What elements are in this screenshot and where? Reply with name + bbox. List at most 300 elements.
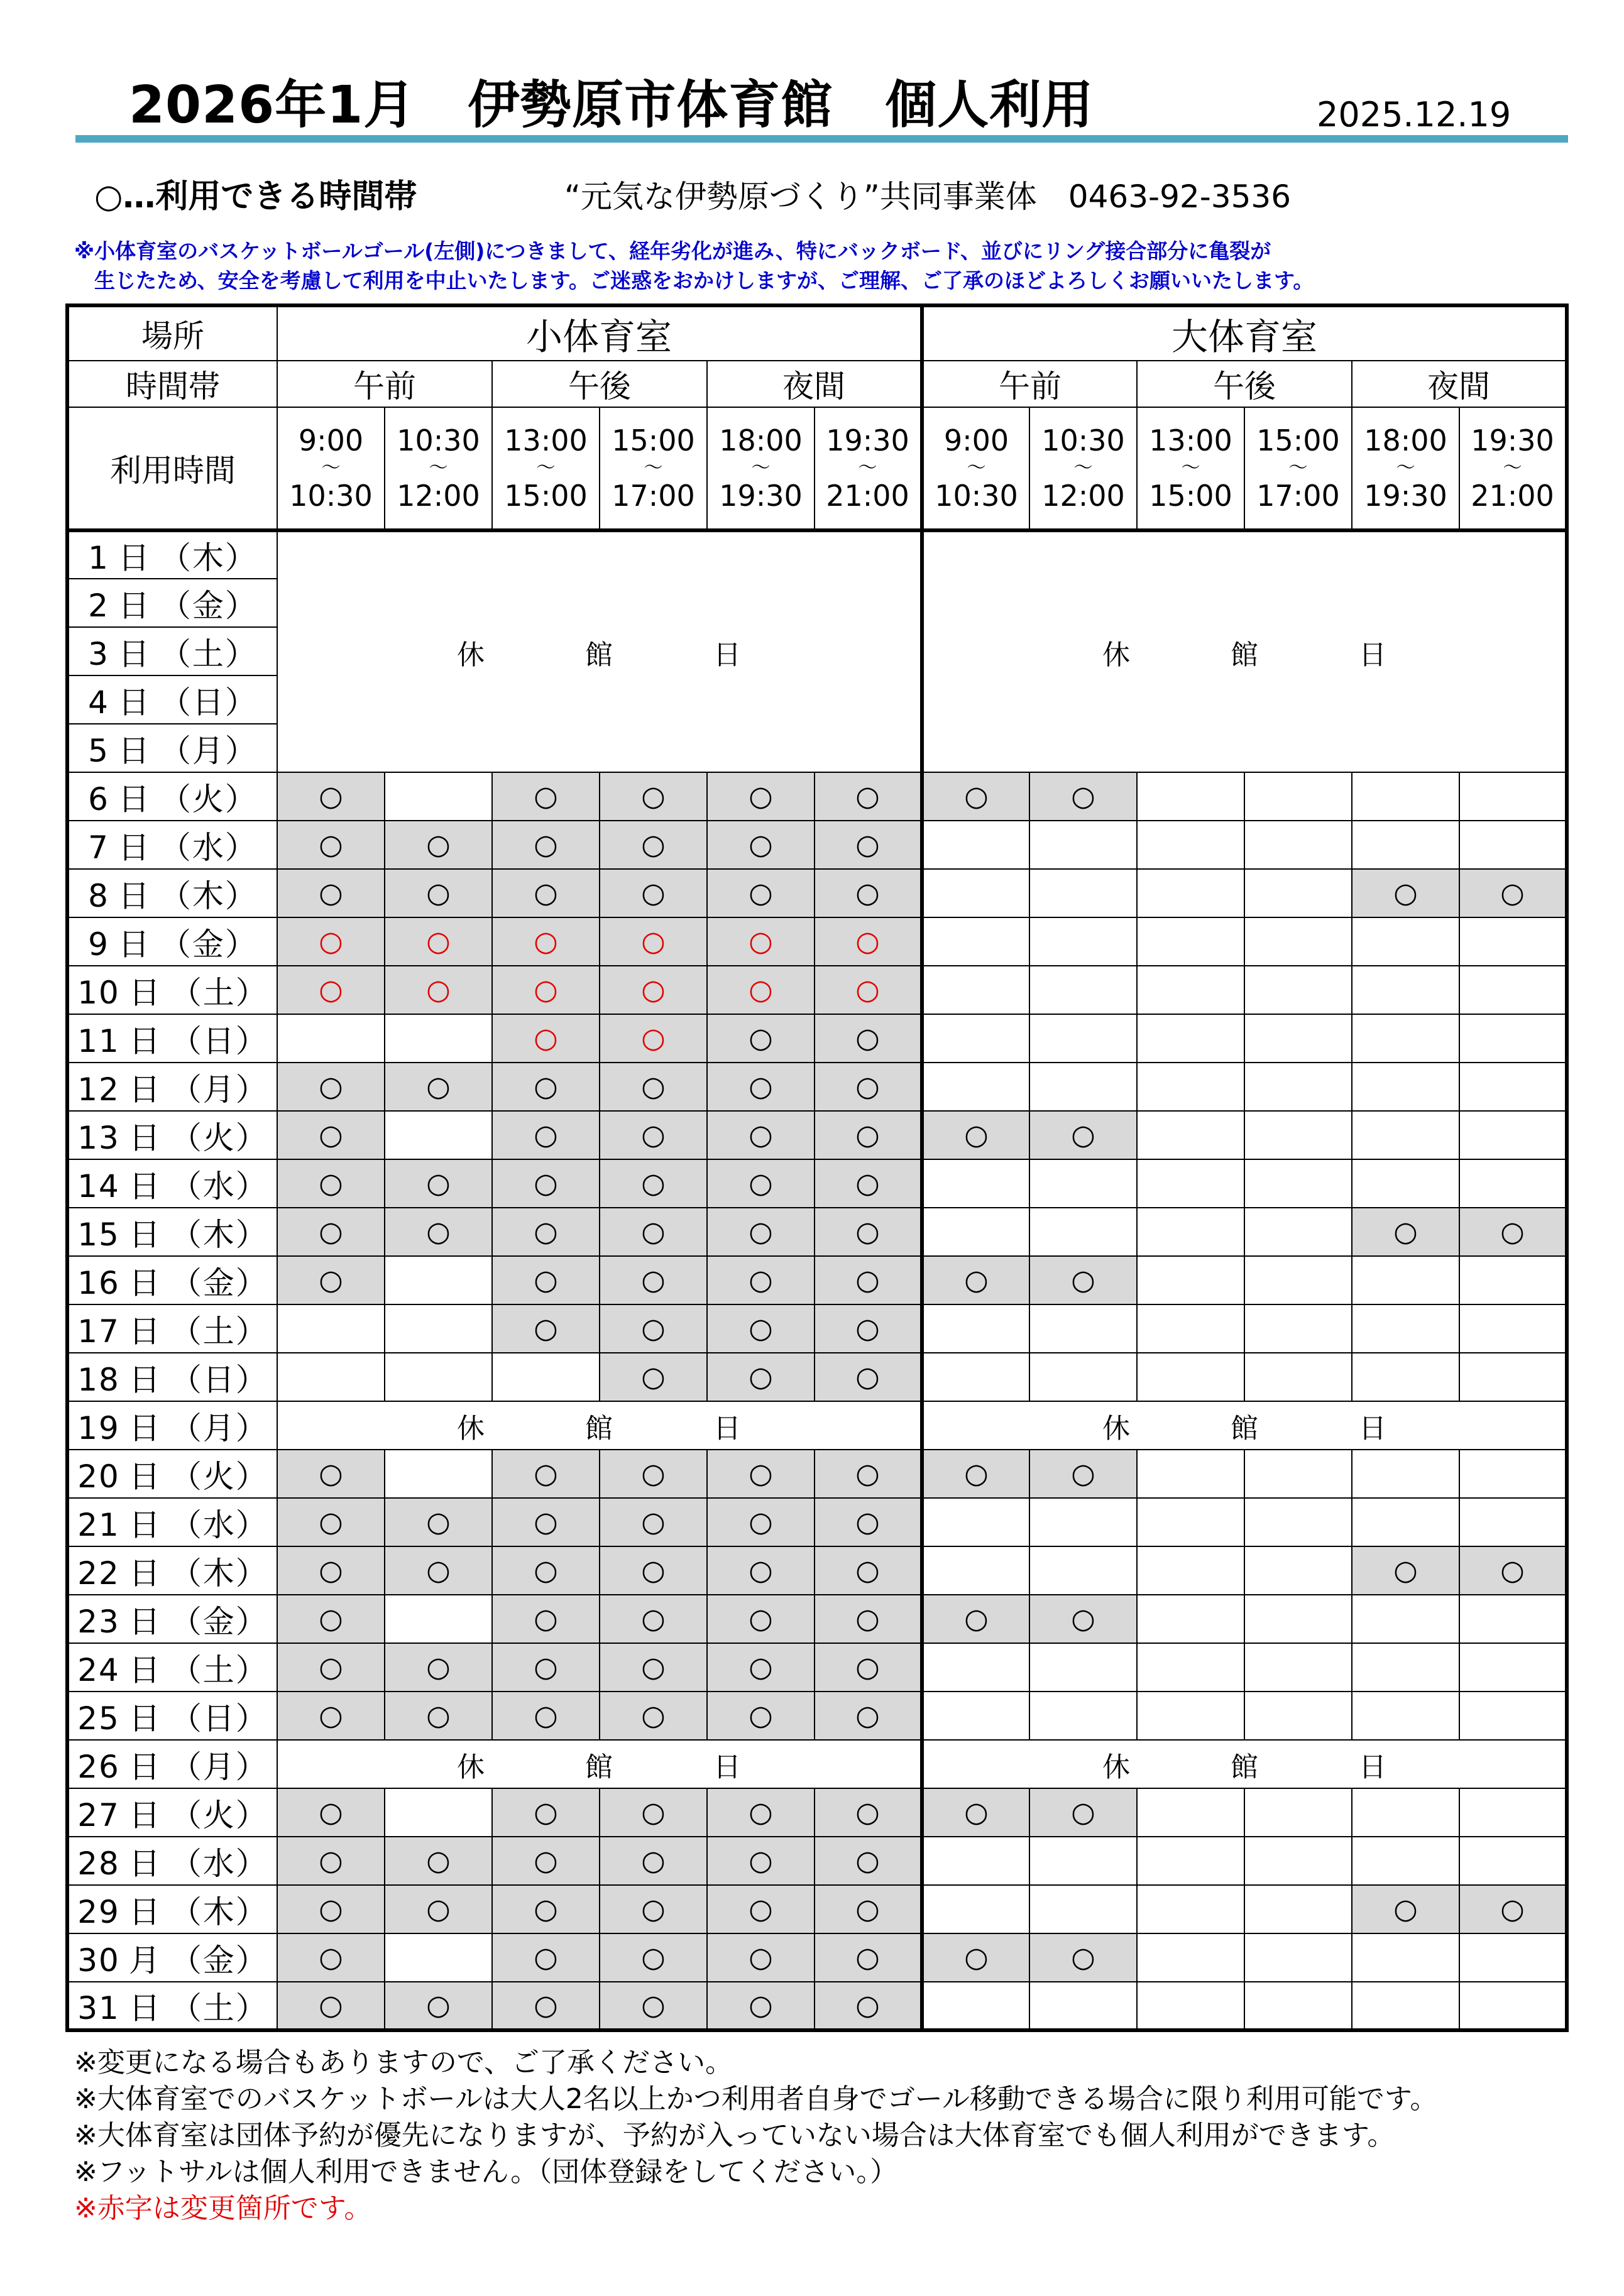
- slot-cell-small-4: [600, 1208, 707, 1256]
- day-day: 10: [77, 974, 120, 1011]
- day-weekday: （金）: [170, 1264, 268, 1301]
- available-mark: ○: [855, 1506, 880, 1538]
- header-period: 時間帯: [67, 361, 277, 407]
- slot-cell-small-2: [385, 1111, 492, 1159]
- slot-cell-large-2: [1029, 1595, 1137, 1643]
- day-day: 14: [77, 1167, 120, 1205]
- slot-cell-large-5: [1352, 1692, 1459, 1740]
- available-mark: ○: [426, 1989, 451, 2021]
- slot-cell-small-1: [277, 1933, 385, 1982]
- available-mark: ○: [749, 1651, 773, 1683]
- day-weekday: （土）: [170, 1989, 268, 2026]
- day-weekday: （土）: [170, 974, 268, 1011]
- day-unit: 日: [128, 1845, 162, 1882]
- slot-cell-large-1: [922, 1450, 1029, 1498]
- day-weekday: （木）: [159, 877, 258, 914]
- day-weekday: （月）: [170, 1409, 268, 1446]
- tilde-mark: 〜: [858, 457, 877, 479]
- slot-cell-large-2: [1029, 1933, 1137, 1982]
- day-unit: 日: [128, 1216, 162, 1253]
- day-weekday: （木）: [159, 539, 258, 576]
- available-mark: ○: [641, 1071, 666, 1103]
- slot-cell-large-4: [1244, 1933, 1352, 1982]
- closed-small-gym: 休館日: [277, 1740, 922, 1788]
- available-mark: ○: [749, 1313, 773, 1345]
- footer-note-1: ※変更になる場合もありますので、ご了承ください。: [74, 2047, 733, 2079]
- table-row: [67, 1014, 1567, 1063]
- slot-cell-small-6: [815, 1208, 922, 1256]
- day-weekday: （日）: [170, 1361, 268, 1398]
- day-unit: 日: [128, 974, 162, 1011]
- available-mark: ○: [749, 1119, 773, 1151]
- day-label: [67, 1256, 277, 1304]
- day-unit: 日: [128, 1119, 162, 1156]
- slot-cell-large-5: [1352, 1159, 1459, 1208]
- slot-cell-large-4: [1244, 821, 1352, 869]
- slot-cell-large-2: [1029, 772, 1137, 821]
- header-place: 場所: [67, 305, 277, 361]
- slot-cell-small-2: [385, 1256, 492, 1304]
- period-large-evening: 夜間: [1352, 361, 1567, 407]
- available-mark: ○: [855, 1216, 880, 1248]
- slot-cell-large-5: [1352, 917, 1459, 966]
- time-slot-small-6: [815, 407, 922, 530]
- day-label: [67, 1014, 277, 1063]
- slot-cell-large-1: [922, 869, 1029, 917]
- slot-cell-large-2: [1029, 869, 1137, 917]
- day-day: 15: [77, 1216, 120, 1253]
- slot-cell-small-5: [707, 821, 815, 869]
- slot-cell-large-2: [1029, 1304, 1137, 1353]
- footer-note-2: ※大体育室でのバスケットボールは大人2名以上かつ利用者自身でゴール移動できる場合に限り利用可能です。: [74, 2083, 1438, 2115]
- slot-cell-large-5: [1352, 1450, 1459, 1498]
- day-day: 29: [77, 1893, 120, 1930]
- day-weekday: （月）: [159, 732, 258, 769]
- day-unit: 日: [128, 1893, 162, 1930]
- slot-cell-small-3: [492, 917, 600, 966]
- slot-cell-small-4: [600, 1304, 707, 1353]
- slot-cell-large-2: [1029, 1063, 1137, 1111]
- slot-end: 15:00: [504, 479, 588, 513]
- slot-cell-large-6: [1459, 1111, 1567, 1159]
- slot-cell-small-6: [815, 1256, 922, 1304]
- day-weekday: （木）: [170, 1555, 268, 1592]
- slot-cell-large-1: [922, 966, 1029, 1014]
- slot-cell-large-3: [1137, 1304, 1244, 1353]
- day-weekday: （金）: [159, 926, 258, 963]
- day-weekday: （火）: [170, 1458, 268, 1495]
- available-mark: ○: [534, 829, 558, 861]
- table-row: [67, 772, 1567, 821]
- slot-cell-large-2: [1029, 1256, 1137, 1304]
- day-label: [67, 627, 277, 675]
- slot-cell-small-5: [707, 1353, 815, 1401]
- day-weekday: （土）: [170, 1651, 268, 1688]
- available-mark: ○: [319, 1700, 343, 1732]
- slot-cell-small-6: [815, 869, 922, 917]
- slot-cell-large-1: [922, 1304, 1029, 1353]
- day-day: 22: [77, 1555, 120, 1592]
- slot-cell-small-4: [600, 1885, 707, 1933]
- slot-cell-small-2: [385, 1788, 492, 1837]
- slot-cell-small-4: [600, 1256, 707, 1304]
- day-unit: 日: [128, 1022, 162, 1059]
- slot-cell-small-4: [600, 772, 707, 821]
- closed-large-gym: 休館日: [922, 1401, 1567, 1450]
- available-mark: ○: [534, 1022, 558, 1054]
- slot-cell-large-4: [1244, 1885, 1352, 1933]
- slot-cell-large-4: [1244, 1837, 1352, 1885]
- slot-cell-large-6: [1459, 1304, 1567, 1353]
- table-row: [67, 1546, 1567, 1595]
- slot-cell-large-3: [1137, 917, 1244, 966]
- available-mark: ○: [1500, 1555, 1525, 1587]
- available-mark: ○: [319, 1119, 343, 1151]
- slot-cell-large-5: [1352, 821, 1459, 869]
- slot-cell-small-3: [492, 869, 600, 917]
- slot-end: 12:00: [1041, 479, 1125, 513]
- day-weekday: （水）: [170, 1167, 268, 1205]
- slot-cell-small-5: [707, 869, 815, 917]
- available-mark: ○: [749, 1071, 773, 1103]
- footer-note-4: ※フットサルは個人利用できません。（団体登録をしてください。）: [74, 2156, 898, 2188]
- available-mark: ○: [319, 1989, 343, 2021]
- available-mark: ○: [1071, 1942, 1095, 1974]
- slot-cell-small-5: [707, 1111, 815, 1159]
- available-mark: ○: [319, 1167, 343, 1200]
- slot-cell-small-5: [707, 1643, 815, 1692]
- day-weekday: （火）: [159, 780, 258, 817]
- slot-cell-small-1: [277, 1837, 385, 1885]
- available-mark: ○: [319, 877, 343, 909]
- day-weekday: （日）: [159, 684, 258, 721]
- available-mark: ○: [855, 1361, 880, 1393]
- slot-end: 21:00: [1471, 479, 1554, 513]
- slot-start: 15:00: [612, 424, 695, 457]
- slot-cell-large-6: [1459, 772, 1567, 821]
- slot-cell-large-5: [1352, 1208, 1459, 1256]
- day-unit: 日: [128, 1989, 162, 2026]
- slot-cell-large-3: [1137, 1014, 1244, 1063]
- available-mark: ○: [855, 1700, 880, 1732]
- slot-cell-large-3: [1137, 1788, 1244, 1837]
- slot-cell-large-2: [1029, 1450, 1137, 1498]
- day-label: [67, 1788, 277, 1837]
- available-mark: ○: [964, 1942, 989, 1974]
- slot-cell-small-3: [492, 1643, 600, 1692]
- time-slot-small-5: [707, 407, 815, 530]
- day-unit: 日: [128, 1409, 162, 1446]
- day-label: [67, 1208, 277, 1256]
- slot-cell-large-1: [922, 1692, 1029, 1740]
- slot-cell-large-4: [1244, 1256, 1352, 1304]
- table-row: [67, 917, 1567, 966]
- slot-cell-large-5: [1352, 1788, 1459, 1837]
- slot-cell-small-1: [277, 821, 385, 869]
- slot-cell-small-2: [385, 1208, 492, 1256]
- available-mark: ○: [641, 1022, 666, 1054]
- table-row: [67, 1256, 1567, 1304]
- available-mark: ○: [641, 1796, 666, 1829]
- slot-cell-large-2: [1029, 1982, 1137, 2030]
- slot-cell-small-3: [492, 1982, 600, 2030]
- slot-cell-small-2: [385, 772, 492, 821]
- slot-cell-small-4: [600, 869, 707, 917]
- day-unit: 日: [118, 829, 151, 866]
- slot-cell-small-3: [492, 1837, 600, 1885]
- available-mark: ○: [426, 1506, 451, 1538]
- closed-small-gym: 休館日: [277, 530, 922, 772]
- slot-cell-small-6: [815, 1353, 922, 1401]
- slot-end: 21:00: [826, 479, 909, 513]
- day-unit: 日: [128, 1313, 162, 1350]
- slot-cell-large-2: [1029, 1159, 1137, 1208]
- slot-cell-large-3: [1137, 1933, 1244, 1982]
- available-mark: ○: [641, 1555, 666, 1587]
- available-mark: ○: [534, 926, 558, 958]
- slot-end: 10:30: [289, 479, 373, 513]
- period-small-morning: 午前: [277, 361, 492, 407]
- slot-cell-small-5: [707, 1982, 815, 2030]
- available-mark: ○: [749, 1700, 773, 1732]
- available-mark: ○: [855, 877, 880, 909]
- slot-cell-large-4: [1244, 1788, 1352, 1837]
- slot-cell-large-6: [1459, 1546, 1567, 1595]
- available-mark: ○: [855, 1022, 880, 1054]
- available-mark: ○: [534, 1506, 558, 1538]
- slot-cell-large-4: [1244, 1063, 1352, 1111]
- available-mark: ○: [641, 1651, 666, 1683]
- available-mark: ○: [426, 1555, 451, 1587]
- day-unit: 日: [128, 1167, 162, 1205]
- closed-large-gym: 休館日: [922, 1740, 1567, 1788]
- slot-cell-small-2: [385, 1353, 492, 1401]
- available-mark: ○: [855, 1603, 880, 1635]
- slot-cell-small-6: [815, 1063, 922, 1111]
- slot-cell-large-3: [1137, 1353, 1244, 1401]
- time-slot-large-5: [1352, 407, 1459, 530]
- available-mark: ○: [534, 1167, 558, 1200]
- slot-cell-large-6: [1459, 1256, 1567, 1304]
- slot-cell-small-5: [707, 1208, 815, 1256]
- page-title: 2026年1月 伊勢原市体育館 個人利用: [129, 75, 1094, 135]
- slot-cell-small-6: [815, 1014, 922, 1063]
- legend: ○…利用できる時間帯: [94, 178, 417, 216]
- schedule-table: [65, 303, 1569, 2032]
- slot-cell-small-5: [707, 1256, 815, 1304]
- slot-cell-large-1: [922, 1111, 1029, 1159]
- slot-cell-large-1: [922, 917, 1029, 966]
- organizer-contact: “元気な伊勢原づくり”共同事業体 0463-92-3536: [564, 178, 1292, 215]
- available-mark: ○: [964, 1458, 989, 1490]
- slot-cell-small-5: [707, 917, 815, 966]
- available-mark: ○: [1071, 1264, 1095, 1296]
- closed-large-gym: 休館日: [922, 530, 1567, 772]
- slot-cell-small-3: [492, 1692, 600, 1740]
- notice-line-1: ※小体育室のバスケットボールゴール(左側)につきまして、経年劣化が進み、特にバックボード、並びにリング接合部分に亀裂が: [74, 239, 1271, 263]
- slot-start: 18:00: [719, 424, 803, 457]
- slot-cell-large-5: [1352, 1885, 1459, 1933]
- slot-cell-small-2: [385, 1063, 492, 1111]
- day-day: 1: [88, 539, 109, 576]
- table-row: [67, 1304, 1567, 1353]
- available-mark: ○: [534, 1942, 558, 1974]
- day-unit: 日: [128, 1651, 162, 1688]
- day-unit: 日: [118, 635, 151, 672]
- day-weekday: （月）: [170, 1748, 268, 1785]
- slot-cell-small-1: [277, 869, 385, 917]
- available-mark: ○: [641, 1989, 666, 2021]
- slot-cell-large-4: [1244, 869, 1352, 917]
- available-mark: ○: [749, 877, 773, 909]
- day-label: [67, 1304, 277, 1353]
- slot-cell-large-6: [1459, 1063, 1567, 1111]
- slot-cell-large-4: [1244, 1014, 1352, 1063]
- slot-cell-small-1: [277, 1111, 385, 1159]
- available-mark: ○: [749, 1216, 773, 1248]
- available-mark: ○: [641, 780, 666, 812]
- day-day: 8: [88, 877, 109, 914]
- slot-cell-small-6: [815, 1885, 922, 1933]
- slot-cell-small-3: [492, 1546, 600, 1595]
- slot-cell-large-1: [922, 1159, 1029, 1208]
- slot-cell-small-5: [707, 1933, 815, 1982]
- available-mark: ○: [855, 1313, 880, 1345]
- day-day: 19: [77, 1409, 120, 1446]
- available-mark: ○: [534, 1119, 558, 1151]
- slot-cell-small-6: [815, 1159, 922, 1208]
- day-unit: 日: [128, 1603, 162, 1640]
- slot-cell-large-1: [922, 1014, 1029, 1063]
- slot-cell-small-5: [707, 1788, 815, 1837]
- day-day: 27: [77, 1796, 120, 1834]
- slot-cell-large-3: [1137, 1450, 1244, 1498]
- slot-cell-large-2: [1029, 1014, 1137, 1063]
- available-mark: ○: [749, 1555, 773, 1587]
- day-unit: 日: [118, 926, 151, 963]
- slot-cell-small-3: [492, 1063, 600, 1111]
- slot-cell-small-4: [600, 1063, 707, 1111]
- slot-cell-small-1: [277, 1982, 385, 2030]
- slot-cell-small-2: [385, 1692, 492, 1740]
- available-mark: ○: [641, 1893, 666, 1925]
- slot-cell-large-4: [1244, 1353, 1352, 1401]
- slot-cell-small-3: [492, 1353, 600, 1401]
- slot-cell-small-2: [385, 1837, 492, 1885]
- slot-cell-small-1: [277, 1159, 385, 1208]
- slot-cell-small-6: [815, 966, 922, 1014]
- slot-cell-large-1: [922, 1885, 1029, 1933]
- day-weekday: （木）: [170, 1893, 268, 1930]
- available-mark: ○: [641, 1119, 666, 1151]
- slot-start: 18:00: [1364, 424, 1447, 457]
- slot-cell-small-1: [277, 1304, 385, 1353]
- slot-cell-large-3: [1137, 1837, 1244, 1885]
- available-mark: ○: [749, 1022, 773, 1054]
- footer-note-3: ※大体育室は団体予約が優先になりますが、予約が入っていない場合は大体育室でも個人利用ができます。: [74, 2119, 1395, 2151]
- available-mark: ○: [749, 829, 773, 861]
- day-label: [67, 1063, 277, 1111]
- slot-end: 19:30: [1364, 479, 1447, 513]
- slot-cell-large-6: [1459, 1982, 1567, 2030]
- slot-cell-large-5: [1352, 1498, 1459, 1546]
- slot-cell-small-3: [492, 1885, 600, 1933]
- available-mark: ○: [641, 1942, 666, 1974]
- time-slot-large-2: [1029, 407, 1137, 530]
- slot-cell-large-4: [1244, 1304, 1352, 1353]
- available-mark: ○: [749, 974, 773, 1006]
- day-day: 13: [77, 1119, 120, 1156]
- day-label: [67, 1692, 277, 1740]
- available-mark: ○: [1500, 1216, 1525, 1248]
- available-mark: ○: [534, 780, 558, 812]
- slot-cell-large-2: [1029, 1788, 1137, 1837]
- slot-cell-large-4: [1244, 1159, 1352, 1208]
- day-unit: 日: [118, 877, 151, 914]
- time-slot-small-1: [277, 407, 385, 530]
- available-mark: ○: [426, 1893, 451, 1925]
- available-mark: ○: [855, 1989, 880, 2021]
- available-mark: ○: [319, 1216, 343, 1248]
- slot-cell-small-4: [600, 1933, 707, 1982]
- day-day: 3: [88, 635, 109, 672]
- slot-cell-small-3: [492, 1933, 600, 1982]
- table-row: [67, 1353, 1567, 1401]
- day-unit: 日: [118, 587, 151, 624]
- slot-cell-small-6: [815, 1111, 922, 1159]
- room-small-gym: 小体育室: [277, 305, 922, 361]
- available-mark: ○: [534, 1845, 558, 1877]
- day-unit: 月: [128, 1942, 162, 1979]
- day-label: [67, 1595, 277, 1643]
- available-mark: ○: [319, 1264, 343, 1296]
- day-weekday: （日）: [170, 1700, 268, 1737]
- period-large-morning: 午前: [922, 361, 1137, 407]
- available-mark: ○: [641, 829, 666, 861]
- available-mark: ○: [319, 1506, 343, 1538]
- available-mark: ○: [319, 1893, 343, 1925]
- slot-cell-large-2: [1029, 966, 1137, 1014]
- slot-cell-large-5: [1352, 869, 1459, 917]
- slot-cell-small-4: [600, 1643, 707, 1692]
- slot-cell-small-3: [492, 1450, 600, 1498]
- tilde-mark: 〜: [644, 457, 663, 479]
- slot-cell-small-4: [600, 1982, 707, 2030]
- day-day: 31: [77, 1989, 120, 2026]
- available-mark: ○: [855, 974, 880, 1006]
- slot-cell-small-4: [600, 1450, 707, 1498]
- slot-cell-small-5: [707, 772, 815, 821]
- slot-cell-small-1: [277, 1498, 385, 1546]
- slot-end: 17:00: [1256, 479, 1340, 513]
- day-day: 28: [77, 1845, 120, 1882]
- day-unit: 日: [118, 539, 151, 576]
- slot-cell-large-4: [1244, 1450, 1352, 1498]
- notice-line-2: 生じたため、安全を考慮して利用を中止いたします。ご迷惑をおかけしますが、ご理解、ご了承のほどよろしくお願いいたします。: [94, 268, 1314, 293]
- slot-cell-large-4: [1244, 1692, 1352, 1740]
- room-large-gym: 大体育室: [922, 305, 1567, 361]
- available-mark: ○: [319, 829, 343, 861]
- available-mark: ○: [749, 926, 773, 958]
- day-day: 9: [88, 926, 109, 963]
- available-mark: ○: [641, 974, 666, 1006]
- slot-cell-large-5: [1352, 1837, 1459, 1885]
- day-label: [67, 1933, 277, 1982]
- slot-cell-small-5: [707, 1450, 815, 1498]
- available-mark: ○: [534, 1893, 558, 1925]
- slot-cell-small-3: [492, 821, 600, 869]
- slot-end: 12:00: [397, 479, 480, 513]
